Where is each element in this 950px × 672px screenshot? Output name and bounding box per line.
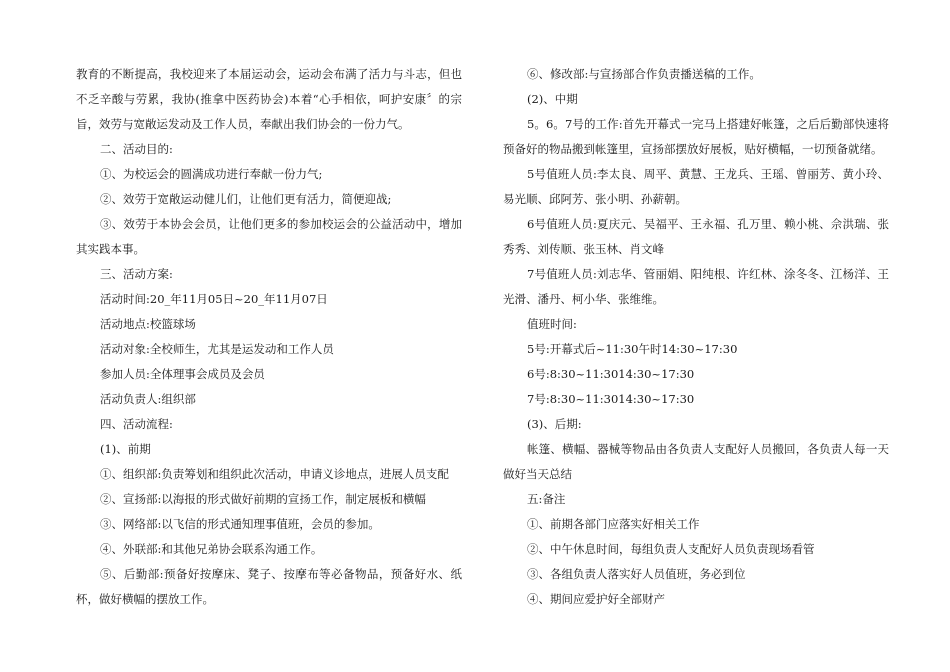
plan-owner: 活动负责人:组织部 [100, 392, 196, 406]
section-heading-process: 四、活动流程: [100, 417, 173, 431]
plan-participants: 参加人员:全体理事会成员及会员 [100, 367, 265, 381]
intro-paragraph: 教育的不断提高，我校迎来了本届运动会，运动会布满了活力与斗志，但也不乏辛酸与劳累，我协(推拿中医药协会)本着“心手相依，呵护安康〞的宗旨，效劳与宽敞运发动及工作人员，奉献出我们协会的一份力气。 [76, 67, 462, 131]
early-item-1: ①、组织部:负责筹划和组织此次活动，申请义诊地点，进展人员支配 [100, 467, 449, 481]
duty-time-day-5: 5号:开幕式后~11:30午时14:30~17:30 [527, 342, 738, 356]
early-item-6: ⑥、修改部:与宣扬部合作负责播送稿的工作。 [527, 67, 761, 81]
right-column [503, 62, 889, 612]
early-item-2: ②、宣扬部:以海报的形式做好前期的宣扬工作，制定展板和横幅 [100, 492, 426, 506]
note-item-4: ④、期间应爱护好全部财产 [527, 592, 665, 606]
early-item-5: ⑤、后勤部:预备好按摩床、凳子、按摩布等必备物品，预备好水、纸杯，做好横幅的摆放工作。 [76, 567, 462, 606]
section-heading-notes: 五:备注 [527, 492, 566, 506]
plan-audience: 活动对象:全校师生，尤其是运发动和工作人员 [100, 342, 334, 356]
phase-late-heading: (3)、后期: [527, 417, 582, 431]
note-item-2: ②、中午休息时间，每组负责人支配好人员负责现场看管 [527, 542, 815, 556]
duty-staff-day-7: 7号值班人员:刘志华、管丽娟、阳纯根、许红林、涂冬冬、江杨洋、王光滑、潘丹、柯小华、张维维。 [503, 267, 889, 306]
goal-item-3: ③、效劳于本协会会员，让他们更多的参加校运会的公益活动中，增加其实践本事。 [76, 217, 462, 256]
middle-work-description: 5。6。7号的工作:首先开幕式一完马上搭建好帐篷，之后后勤部快速将预备好的物品搬到帐篷里，宣扬部摆放好展板，贴好横幅，一切预备就绪。 [503, 117, 889, 156]
duty-time-day-7: 7号:8:30~11:3014:30~17:30 [527, 392, 695, 406]
late-work-description: 帐篷、横幅、器械等物品由各负责人支配好人员搬回，各负责人每一天做好当天总结 [503, 442, 889, 481]
duty-staff-day-5: 5号值班人员:李太良、周平、黄慧、王龙兵、王瑶、曾丽芳、黄小玲、易光顺、邱阿芳、张小明、孙薪朝。 [503, 167, 889, 206]
plan-time: 活动时间:20_年11月05日~20_年11月07日 [100, 292, 328, 306]
phase-middle-heading: (2)、中期 [527, 92, 578, 106]
duty-staff-day-6: 6号值班人员:夏庆元、吴福平、王永福、孔万里、赖小桃、佘洪瑞、张秀秀、刘传顺、张玉林、肖文峰 [503, 217, 889, 256]
section-heading-plan: 三、活动方案: [100, 267, 173, 281]
section-heading-goals: 二、活动目的: [100, 142, 173, 156]
phase-early-heading: (1)、前期 [100, 442, 151, 456]
early-item-3: ③、网络部:以飞信的形式通知理事值班，会员的参加。 [100, 517, 380, 531]
note-item-3: ③、各组负责人落实好人员值班，务必到位 [527, 567, 746, 581]
duty-time-heading: 值班时间: [527, 317, 577, 331]
note-item-1: ①、前期各部门应落实好相关工作 [527, 517, 700, 531]
goal-item-2: ②、效劳于宽敞运动健儿们，让他们更有活力，简便迎战; [100, 192, 392, 206]
goal-item-1: ①、为校运会的圆满成功进行奉献一份力气; [100, 167, 323, 181]
early-item-4: ④、外联部:和其他兄弟协会联系沟通工作。 [100, 542, 323, 556]
plan-location: 活动地点:校篮球场 [100, 317, 196, 331]
left-column [76, 62, 462, 612]
duty-time-day-6: 6号:8:30~11:3014:30~17:30 [527, 367, 695, 381]
